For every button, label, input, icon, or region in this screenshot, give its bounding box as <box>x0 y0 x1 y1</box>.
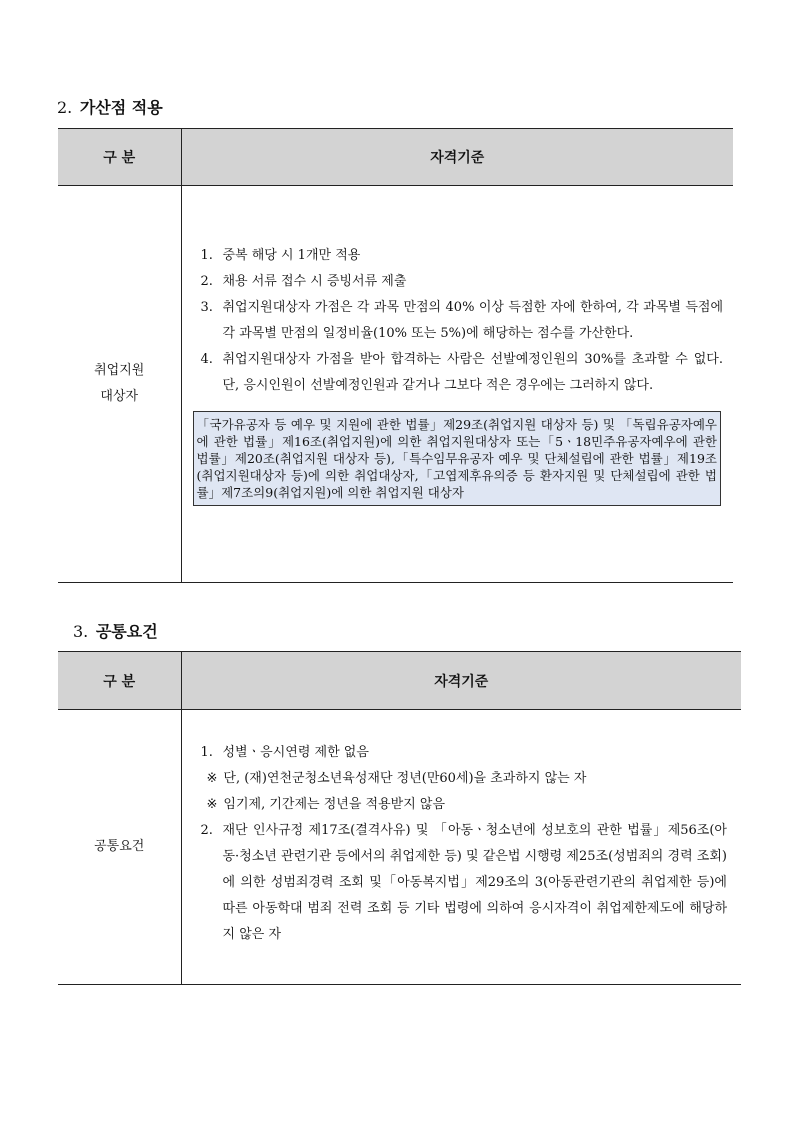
section2-row-label-line2: 대상자 <box>100 389 139 404</box>
item-text: 취업지원대상자 가점을 받아 합격하는 사람은 선발예정인원의 30%를 초과할 수 없다. 단, 응시인원이 선발예정인원과 같거나 그보다 적은 경우에는 그러하지 않다. <box>222 351 723 393</box>
section2-header-criteria: 자격기준 <box>181 129 733 186</box>
section2-note-box: 「국가유공자 등 예우 및 지원에 관한 법률」제29조(취업지원 대상자 등) 및 「독립유공자예우에 관한 법률」제16조(취업지원)에 의한 취업지원대상자 또는「5ㆍ18민주유공자예우에 관한 법률」제20조(취업지원 대상자 등),「특수임무유공자 예우 및 단체설립에 관한 법률」제19조(취업지원대상자 등)에 의한 취업대상자,「고엽제후유의증 등 환자지원 및 단체설립에 관한 법률」제7조의9(취업지원)에 의한 취업지원 대상자 <box>193 411 722 506</box>
section3-table <box>58 651 741 985</box>
note-text: 임기제, 기간제는 정년을 적용받지 않음 <box>223 797 445 812</box>
section3-note <box>201 766 728 792</box>
list-item <box>201 269 724 295</box>
section3-item-list-2 <box>201 818 728 948</box>
item-text: 채용 서류 접수 시 증빙서류 제출 <box>222 273 407 289</box>
list-item <box>201 295 724 347</box>
section2-criteria-cell <box>181 186 733 583</box>
item-number: 3. <box>200 299 213 315</box>
item-number: 1. <box>200 247 213 263</box>
item-number: 4. <box>200 351 213 367</box>
item-number: 1. <box>200 745 213 760</box>
list-item <box>201 347 724 399</box>
list-item <box>201 740 728 766</box>
section2-title-text: 가산점 적용 <box>79 98 163 117</box>
section3-row-label: 공통요건 <box>58 710 181 985</box>
item-text: 성별ㆍ응시연령 제한 없음 <box>222 745 369 760</box>
section3-criteria-cell <box>181 710 741 985</box>
section2-row-label <box>58 186 181 583</box>
note-mark: ※ <box>206 771 218 786</box>
note-text: 단, (재)연천군청소년육성재단 정년(만60세)을 초과하지 않는 자 <box>223 771 587 786</box>
item-number: 2. <box>200 273 213 289</box>
list-item <box>201 818 728 948</box>
item-text: 재단 인사규정 제17조(결격사유) 및 「아동ㆍ청소년에 성보호의 관한 법률」제56조(아동·청소년 관련기관 등에서의 취업제한 등) 및 같은법 시행령 제25조(성범죄의 경력 조회)에 의한 성범죄경력 조회 및「아동복지법」제29조의 3(아동관련기관의 취업제한 등)에 따른 아동학대 범죄 전력 조회 등 기타 법령에 의하여 응시자격이 취업제한제도에 해당하지 않은 자 <box>222 823 727 942</box>
item-text: 취업지원대상자 가점은 각 과목 만점의 40% 이상 득점한 자에 한하여, 각 과목별 득점에 각 과목별 만점의 일정비율(10% 또는 5%)에 해당하는 점수를 가산한다. <box>222 299 723 341</box>
list-item <box>201 243 724 269</box>
section2-number: 2. <box>57 98 73 117</box>
item-number: 2. <box>200 823 213 838</box>
section3-header-category: 구 분 <box>58 652 181 710</box>
section2-header-category: 구 분 <box>58 129 181 186</box>
section2-title <box>57 95 163 118</box>
section3-title-text: 공통요건 <box>95 622 158 641</box>
section3-item-list <box>201 740 728 766</box>
section2-row-label-line1: 취업지원 <box>94 363 145 378</box>
note-mark: ※ <box>206 797 218 812</box>
item-text: 중복 해당 시 1개만 적용 <box>222 247 361 263</box>
section2-table <box>58 128 733 583</box>
section3-number: 3. <box>73 622 89 641</box>
section3-note <box>201 792 728 818</box>
section2-item-list <box>201 243 724 399</box>
section3-header-criteria: 자격기준 <box>181 652 741 710</box>
section3-title <box>73 619 158 642</box>
